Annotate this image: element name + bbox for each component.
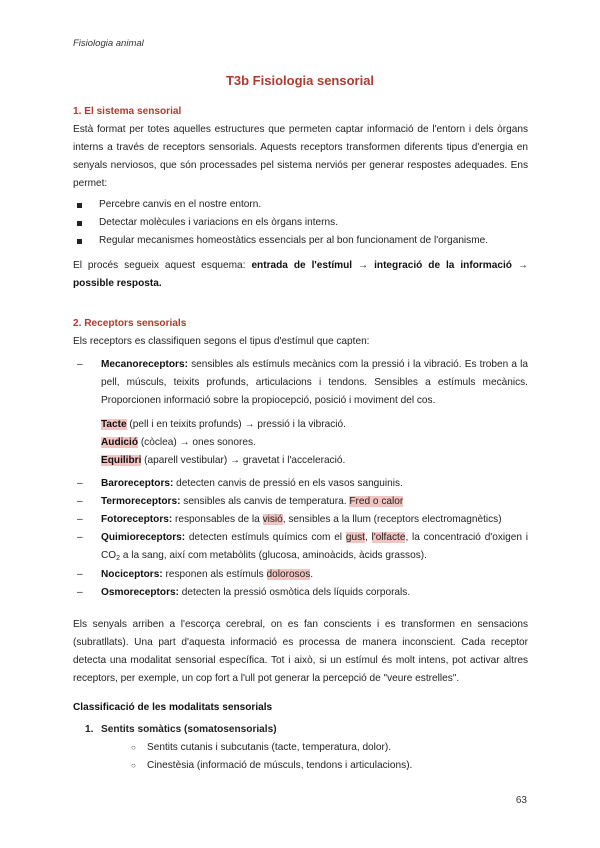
scheme-intro: El procés segueix aquest esquema: [73,260,252,271]
sub-text: (còclea) → ones sonores. [138,437,256,448]
receptor-text: detecten la pressió osmòtica dels líquids corporals. [178,587,411,598]
section-2-heading: 2. Receptors sensorials [73,318,187,329]
receptor-label: Quimioreceptors: [101,532,186,543]
receptor-text: detecten canvis de pressió en els vasos sanguinis. [173,478,403,489]
receptor-text: a la sang, així com metabòlits (glucosa, aminoàcids, àcids grassos). [120,550,427,561]
receptor-item-osmoreceptors [73,584,528,602]
list-item: Detectar molècules i variacions en els òrgans interns. [73,214,528,232]
section-2-paragraph: Els senyals arriben a l'escorça cerebral, on es fan conscients i es transformen en sensacions (subratllats). Una part d'aquesta informació es processa de manera inconscient. Cada receptor detecta una modalitat sensorial específica. Tot i això, si un estímul és molt intens, pot activar altres receptors, per exemple, un cop fort a l'ull pot generar la percepció de "veure estrelles". [73,619,528,684]
scheme-paragraph [73,257,528,293]
receptor-item-baroreceptors [73,475,528,493]
running-header: Fisiologia animal [73,38,144,49]
section-2-intro: Els receptors es classifiquen segons el tipus d'estímul que capten: [73,336,370,347]
item-label: Sentits somàtics (somatosensorials) [101,724,277,735]
receptor-text: , la concentració d'oxigen i CO [101,532,528,561]
receptor-list [73,356,528,602]
sub-text: (pell i en teixits profunds) → pressió i la vibració. [126,419,346,430]
receptor-text: . [310,569,314,580]
receptor-label: Fotoreceptors: [101,514,173,525]
modalities-list [73,721,528,775]
sub-item-equilibri [101,452,528,470]
receptor-label: Baroreceptors: [101,478,174,489]
receptor-label: Osmoreceptors: [101,587,179,598]
receptor-text: , sensibles a la llum (receptors electromagnètics) [282,514,502,525]
sub-item-audicio [101,434,528,452]
receptor-text: , [364,532,372,543]
list-item: Regular mecanismes homeostàtics essencials per al bon funcionament de l'organisme. [73,232,528,250]
subscript: 2 [116,555,121,562]
scheme-bold: entrada de l'estímul → integració de la informació → possible resposta. [73,260,529,289]
receptor-item-nociceptors [73,566,528,584]
highlight: Equilibri [101,455,142,466]
list-item [73,721,528,775]
section-1-heading: 1. El sistema sensorial [73,106,182,117]
section-1-paragraph: Està format per totes aquelles estructures que permeten captar informació de l'entorn i dels òrgans interns a través de receptors sensorials. Aquests receptors transformen diferents tipus d'energia en senyals nerviosos, que són processades pel sistema nerviós per generar respostes adequades. Ens permet: [73,124,528,189]
highlight: dolorosos [266,569,311,580]
receptor-label: Termoreceptors: [101,496,181,507]
mecano-sublist [101,416,528,470]
receptor-item-termoreceptors [73,493,528,511]
document-body [73,103,528,775]
receptor-text: sensibles als canvis de temperatura. [180,496,350,507]
sub-text: (aparell vestibular) → gravetat i l'acceleració. [141,455,346,466]
receptor-text: responsables de la [172,514,263,525]
receptor-label: Nociceptors: [101,569,163,580]
sub-list [101,739,528,775]
item-number: 1. [85,724,94,735]
section-3-heading: Classificació de les modalitats sensorials [73,702,273,713]
receptor-item-fotoreceptors [73,511,528,529]
receptor-item-mecanoreceptors [73,356,528,470]
highlight: Tacte [101,419,127,430]
sub-item-tacte [101,416,528,434]
highlight: gust [345,532,365,543]
highlight: Fred o calor [349,496,404,507]
highlight: visió [262,514,283,525]
receptor-text: detecten estímuls químics com el [185,532,346,543]
section-1-bullet-list [73,196,528,250]
highlight: l'olfacte [371,532,406,543]
list-item: Percebre canvis en el nostre entorn. [73,196,528,214]
page-title: T3b Fisiologia sensorial [225,73,375,88]
receptor-text: sensibles als estímuls mecànics com la pressió i la vibració. Es troben a la pell, músculs, teixits profunds, articulacions i tendons. Sensibles a estímuls mecànics. Proporcionen informació sobre la propiocepció, posició i moviment del cos. [101,359,528,406]
page-number: 63 [515,795,527,806]
receptor-item-quimioreceptors [73,529,528,566]
list-item: ○ Sentits cutanis i subcutanis (tacte, temperatura, dolor). [101,739,528,757]
highlight: Audició [101,437,139,448]
receptor-text: responen als estímuls [162,569,267,580]
list-item: ○ Cinestèsia (informació de músculs, tendons i articulacions). [101,757,528,775]
receptor-label: Mecanoreceptors: [101,359,188,370]
